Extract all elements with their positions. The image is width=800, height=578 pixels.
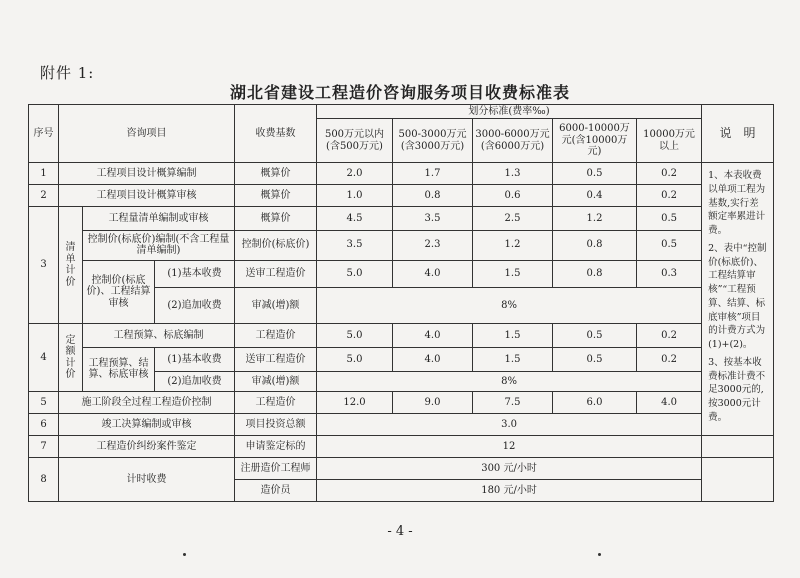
row1-value: 0.5: [553, 163, 637, 185]
row3c-value: 0.3: [637, 260, 702, 288]
row7-base: 申请鉴定标的: [235, 435, 317, 457]
row3a-value: 2.5: [473, 207, 553, 231]
row4b-item: 工程预算、结算、标底审核: [83, 348, 155, 392]
header-note: 说 明: [702, 105, 774, 163]
row5-base: 工程造价: [235, 391, 317, 413]
row1-value: 1.3: [473, 163, 553, 185]
row8-value1: 300 元/小时: [317, 457, 702, 479]
row1-seq: 1: [29, 163, 59, 185]
row5-value: 4.0: [637, 391, 702, 413]
note-1: 1、本表收费以单项工程为基数,实行差额定率累进计费。: [708, 170, 766, 237]
row4b-value: 0.5: [553, 348, 637, 372]
row4b-base1: 送审工程造价: [235, 348, 317, 372]
row6-base: 项目投资总额: [235, 413, 317, 435]
row3c-item: 控制价(标底价)、工程结算审核: [83, 260, 155, 324]
header-rate-group: 划分标准(费率‰): [317, 105, 702, 119]
row8-seq: 8: [29, 457, 59, 501]
row3c-value: 4.0: [393, 260, 473, 288]
row4a-value: 0.2: [637, 324, 702, 348]
fee-standard-table: [28, 104, 774, 502]
row3b-value: 2.3: [393, 230, 473, 260]
header-tier-2: 500-3000万元(含3000万元): [393, 119, 473, 163]
row2-value: 0.2: [637, 185, 702, 207]
row6-item: 竣工决算编制或审核: [59, 413, 235, 435]
header-tier-3: 3000-6000万元(含6000万元): [473, 119, 553, 163]
row3a-value: 0.5: [637, 207, 702, 231]
row8-item: 计时收费: [59, 457, 235, 501]
row5-seq: 5: [29, 391, 59, 413]
row4b-base2: 审减(增)额: [235, 371, 317, 391]
row4a-base: 工程造价: [235, 324, 317, 348]
row4b-value2: 8%: [317, 371, 702, 391]
document-title: 湖北省建设工程造价咨询服务项目收费标准表: [229, 83, 570, 102]
row3c-base2: 审减(增)额: [235, 288, 317, 324]
header-item: 咨询项目: [59, 105, 235, 163]
note-empty-cell: [702, 435, 774, 457]
scan-speck: [598, 553, 601, 556]
row1-value: 1.7: [393, 163, 473, 185]
row6-value: 3.0: [317, 413, 702, 435]
header-base: 收费基数: [235, 105, 317, 163]
row3a-value: 3.5: [393, 207, 473, 231]
row3c-base1: 送审工程造价: [235, 260, 317, 288]
row4a-value: 4.0: [393, 324, 473, 348]
row3a-value: 4.5: [317, 207, 393, 231]
row2-base: 概算价: [235, 185, 317, 207]
row2-value: 0.8: [393, 185, 473, 207]
row5-value: 12.0: [317, 391, 393, 413]
row3b-base: 控制价(标底价): [235, 230, 317, 260]
row1-base: 概算价: [235, 163, 317, 185]
row3c-value: 5.0: [317, 260, 393, 288]
row3b-value: 0.8: [553, 230, 637, 260]
row7-item: 工程造价纠纷案件鉴定: [59, 435, 235, 457]
row6-seq: 6: [29, 413, 59, 435]
row3c-sub2: (2)追加收费: [155, 288, 235, 324]
row1-value: 0.2: [637, 163, 702, 185]
header-tier-4: 6000-10000万元(含10000万元): [553, 119, 637, 163]
row8-value2: 180 元/小时: [317, 479, 702, 501]
row5-value: 6.0: [553, 391, 637, 413]
row4-group: 定额计价: [59, 324, 83, 391]
row4b-value: 0.2: [637, 348, 702, 372]
row4b-sub2: (2)追加收费: [155, 371, 235, 391]
note-2: 2、表中“控制价(标底价)、工程结算审核”“工程预算、结算、标底审核”项目的计费方式为(1)+(2)。: [708, 242, 767, 351]
row3-group: 清单计价: [59, 207, 83, 324]
note-3: 3、按基本收费标准计费不足3000元的,按3000元计费。: [708, 356, 766, 424]
attachment-label: 附件 1:: [40, 64, 95, 82]
header-tier-5: 10000万元以上: [637, 119, 702, 163]
row2-seq: 2: [29, 185, 59, 207]
row8-base2: 造价员: [235, 479, 317, 501]
row4a-value: 1.5: [473, 324, 553, 348]
row4b-value: 4.0: [393, 348, 473, 372]
row3b-item: 控制价(标底价)编制(不含工程量清单编制): [83, 230, 235, 260]
row2-value: 0.6: [473, 185, 553, 207]
row2-item: 工程项目设计概算审核: [59, 185, 235, 207]
header-seq: 序号: [29, 105, 59, 163]
row4b-value: 5.0: [317, 348, 393, 372]
row3c-sub1: (1)基本收费: [155, 260, 235, 288]
row3c-value: 0.8: [553, 260, 637, 288]
row1-value: 2.0: [317, 163, 393, 185]
row3-seq: 3: [29, 207, 59, 324]
row4a-value: 0.5: [553, 324, 637, 348]
page-number: - 4 -: [387, 524, 413, 539]
note-empty-cell: [702, 457, 774, 501]
row3b-value: 1.2: [473, 230, 553, 260]
row4a-item: 工程预算、标底编制: [83, 324, 235, 348]
row4b-value: 1.5: [473, 348, 553, 372]
row3a-value: 1.2: [553, 207, 637, 231]
row2-value: 0.4: [553, 185, 637, 207]
row3c-value: 1.5: [473, 260, 553, 288]
row5-value: 9.0: [393, 391, 473, 413]
row8-base1: 注册造价工程师: [235, 457, 317, 479]
row2-value: 1.0: [317, 185, 393, 207]
row5-item: 施工阶段全过程工程造价控制: [59, 391, 235, 413]
row4-seq: 4: [29, 324, 59, 391]
row4a-value: 5.0: [317, 324, 393, 348]
row7-value: 12: [317, 435, 702, 457]
row3c-value2: 8%: [317, 288, 702, 324]
row1-item: 工程项目设计概算编制: [59, 163, 235, 185]
scan-speck: [183, 553, 186, 556]
row5-value: 7.5: [473, 391, 553, 413]
row3b-value: 3.5: [317, 230, 393, 260]
row3a-item: 工程量清单编制或审核: [83, 207, 235, 231]
notes-cell: [702, 163, 774, 436]
header-tier-1: 500万元以内(含500万元): [317, 119, 393, 163]
row7-seq: 7: [29, 435, 59, 457]
row3b-value: 0.5: [637, 230, 702, 260]
row3a-base: 概算价: [235, 207, 317, 231]
row4b-sub1: (1)基本收费: [155, 348, 235, 372]
